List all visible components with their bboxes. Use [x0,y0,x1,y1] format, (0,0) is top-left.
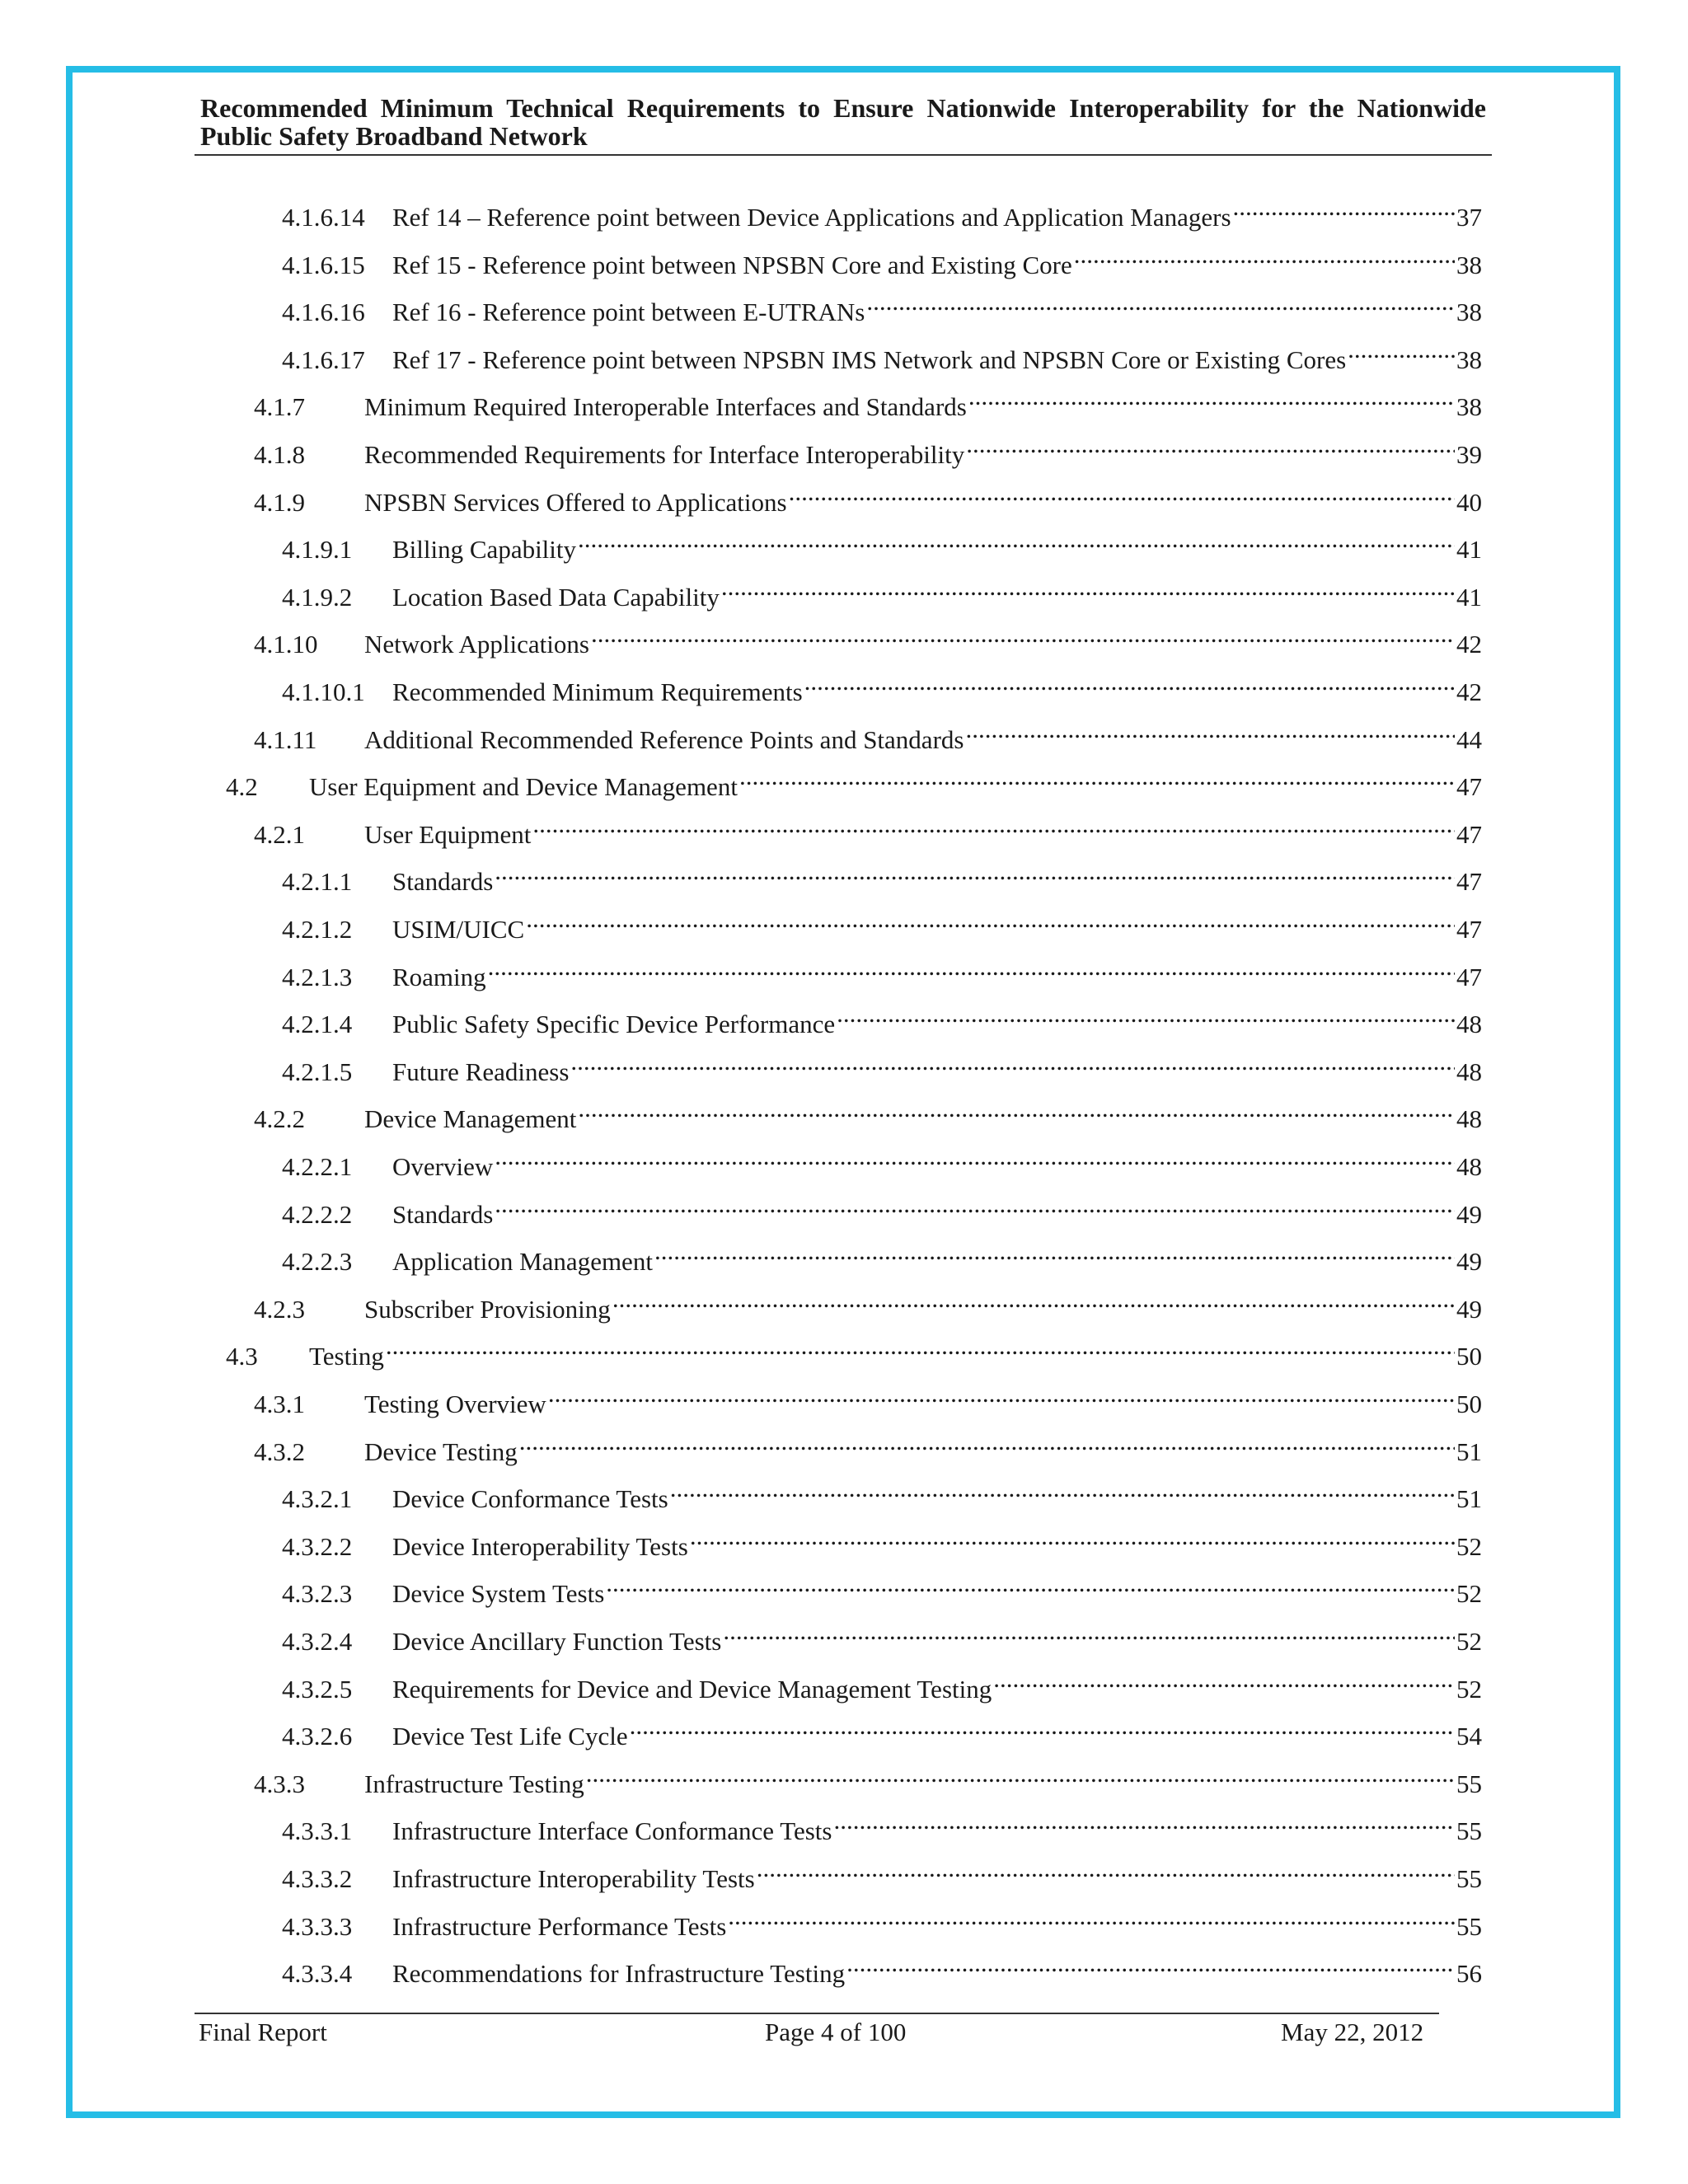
toc-entry[interactable] [282,1522,1482,1561]
toc-entry[interactable] [282,1047,1482,1086]
toc-entry-leader-dots [728,1902,1455,1935]
toc-entry-number: 4.3.2.1 [282,1484,353,1514]
toc-entry-title: Recommended Minimum Requirements [392,677,803,706]
footer-report-label: Final Report [199,2018,327,2046]
toc-entry-number: 4.3 [226,1342,258,1371]
toc-entry-number: 4.2.1 [254,819,305,849]
toc-entry-page: 48 [1456,1010,1482,1039]
toc-entry[interactable] [282,1569,1482,1609]
toc-entry-leader-dots [548,1380,1455,1413]
toc-entry-page: 51 [1456,1484,1482,1514]
toc-entry[interactable] [254,1760,1482,1798]
toc-entry-leader-dots [968,382,1455,415]
toc-entry-number: 4.2.2 [254,1104,305,1134]
toc-entry[interactable] [282,1807,1482,1846]
toc-entry-number: 4.3.2.3 [282,1579,353,1609]
toc-entry-leader-dots [586,1760,1455,1793]
toc-entry[interactable] [282,1474,1482,1514]
toc-entry-number: 4.3.2.2 [282,1531,353,1561]
toc-entry-title: Device Interoperability Tests [392,1531,688,1561]
toc-entry-leader-dots [804,668,1455,701]
toc-entry-leader-dots [690,1522,1455,1555]
toc-entry-leader-dots [866,288,1455,321]
toc-entry-number: 4.2.1.5 [282,1057,353,1086]
toc-entry-page: 38 [1456,344,1482,374]
toc-entry[interactable] [282,1902,1482,1941]
toc-entry-title: Subscriber Provisioning [364,1294,611,1324]
toc-entry[interactable] [282,525,1482,565]
toc-entry-number: 4.3.1 [254,1390,305,1418]
toc-entry[interactable] [282,241,1482,279]
toc-entry[interactable] [226,762,1482,802]
toc-entry-title: Future Readiness [392,1057,570,1086]
toc-entry-title: User Equipment and Device Management [309,772,738,802]
toc-entry-page: 55 [1456,1864,1482,1893]
toc-entry[interactable] [282,1142,1482,1181]
toc-entry-page: 48 [1456,1057,1482,1086]
toc-entry-page: 52 [1456,1531,1482,1561]
toc-entry-number: 4.3.2.5 [282,1674,353,1704]
toc-entry-page: 51 [1456,1436,1482,1466]
toc-entry-title: Recommended Requirements for Interface Interoperability [364,440,965,469]
toc-entry-number: 4.2 [226,772,258,802]
toc-entry-leader-dots [495,857,1455,890]
toc-entry-page: 41 [1456,535,1482,565]
toc-entry-number: 4.1.7 [254,392,305,422]
toc-entry-title: Testing Overview [364,1390,546,1418]
toc-entry-number: 4.3.2.6 [282,1722,353,1751]
toc-entry-number: 4.1.9 [254,487,305,517]
toc-entry-page: 47 [1456,819,1482,849]
toc-entry-title: Public Safety Specific Device Performance [392,1010,836,1039]
toc-entry-title: User Equipment [364,819,532,849]
toc-entry[interactable] [282,573,1482,612]
toc-entry-leader-dots [846,1949,1455,1982]
toc-entry-title: Billing Capability [392,535,577,565]
toc-entry-leader-dots [1348,335,1455,368]
toc-entry-page: 38 [1456,250,1482,279]
toc-entry-page: 49 [1456,1247,1482,1277]
toc-entry-title: Requirements for Device and Device Management Testing [392,1674,992,1704]
toc-entry-page: 48 [1456,1104,1482,1134]
toc-entry-leader-dots [965,715,1455,748]
toc-entry-number: 4.2.3 [254,1294,305,1324]
toc-entry[interactable] [254,620,1482,659]
toc-entry-page: 40 [1456,487,1482,517]
toc-entry-number: 4.1.6.16 [282,298,365,327]
toc-entry[interactable] [282,668,1482,706]
toc-entry[interactable] [282,1190,1482,1229]
toc-entry[interactable] [282,1665,1482,1704]
toc-entry-number: 4.2.2.2 [282,1199,353,1229]
toc-entry-page: 42 [1456,677,1482,706]
toc-entry-page: 47 [1456,962,1482,991]
toc-entry-title: Roaming [392,962,486,991]
toc-entry-page: 47 [1456,867,1482,897]
toc-entry-leader-dots [1074,241,1455,274]
toc-entry-number: 4.2.1.4 [282,1010,353,1039]
toc-entry-title: Device Management [364,1104,577,1134]
toc-entry-page: 47 [1456,915,1482,944]
toc-entry-leader-dots [519,1427,1455,1460]
toc-entry[interactable] [282,335,1482,374]
toc-entry[interactable] [282,193,1482,232]
toc-entry-title: Standards [392,867,494,897]
toc-entry-title: Infrastructure Interface Conformance Tests [392,1816,832,1846]
toc-entry-number: 4.1.8 [254,440,305,469]
toc-entry-number: 4.1.10.1 [282,677,365,706]
toc-entry-number: 4.1.11 [254,724,317,754]
toc-entry-leader-dots [578,1094,1455,1127]
toc-entry[interactable] [282,1000,1482,1039]
toc-entry-leader-dots [837,1000,1455,1033]
toc-entry-leader-dots [966,430,1455,463]
toc-entry-page: 38 [1456,392,1482,422]
toc-entry-title: Ref 14 – Reference point between Device Applications and Application Managers [392,203,1231,232]
toc-entry[interactable] [254,1285,1482,1324]
toc-entry-leader-dots [495,1142,1455,1175]
toc-entry-title: Infrastructure Testing [364,1769,584,1798]
toc-entry-title: Testing [309,1342,384,1371]
toc-entry[interactable] [254,1427,1482,1466]
toc-entry-page: 49 [1456,1294,1482,1324]
footer-date: May 22, 2012 [1281,2018,1424,2046]
toc-entry-number: 4.2.2.1 [282,1152,353,1181]
toc-entry-title: NPSBN Services Offered to Applications [364,487,787,517]
document-header-title: Recommended Minimum Technical Requirements to Ensure Nationwide Interoperability for the Nationwide Public Safety Broadband Network [200,93,1486,151]
toc-entry-leader-dots [612,1285,1455,1318]
toc-entry-number: 4.1.6.17 [282,344,365,374]
toc-entry[interactable] [282,288,1482,327]
toc-entry-leader-dots [757,1854,1455,1887]
toc-entry-number: 4.1.9.1 [282,535,353,565]
toc-entry-leader-dots [578,525,1455,558]
toc-entry-leader-dots [739,762,1455,795]
footer-page-number: Page 4 of 100 [765,2018,907,2046]
toc-entry-title: Location Based Data Capability [392,582,720,612]
toc-entry[interactable] [254,430,1482,469]
toc-entry[interactable] [254,810,1482,849]
toc-entry-page: 38 [1456,298,1482,327]
toc-entry[interactable] [282,857,1482,897]
toc-entry[interactable] [282,905,1482,944]
toc-entry-page: 52 [1456,1579,1482,1609]
toc-entry-title: Additional Recommended Reference Points and Standards [364,724,964,754]
toc-entry-number: 4.1.6.15 [282,250,365,279]
toc-entry-title: Infrastructure Interoperability Tests [392,1864,755,1893]
toc-entry-page: 37 [1456,203,1482,232]
toc-entry-leader-dots [833,1807,1455,1840]
toc-entry[interactable] [282,1854,1482,1893]
toc-entry-page: 39 [1456,440,1482,469]
toc-entry-title: Device Testing [364,1436,518,1466]
toc-entry-title: USIM/UICC [392,915,525,944]
toc-entry-page: 50 [1456,1342,1482,1371]
toc-entry-leader-dots [570,1047,1455,1080]
toc-entry-number: 4.1.6.14 [282,203,365,232]
toc-entry-page: 49 [1456,1199,1482,1229]
toc-entry[interactable] [254,478,1482,517]
toc-entry-page: 41 [1456,582,1482,612]
toc-entry-title: Network Applications [364,630,589,659]
toc-entry-number: 4.3.3.3 [282,1911,353,1941]
toc-entry-number: 4.1.9.2 [282,582,353,612]
toc-entry[interactable] [282,1949,1482,1989]
toc-entry-title: Device Conformance Tests [392,1484,668,1514]
toc-entry-number: 4.2.1.2 [282,915,353,944]
toc-entry-leader-dots [723,1617,1455,1650]
toc-entry-number: 4.2.1.3 [282,962,353,991]
toc-entry[interactable] [226,1332,1482,1371]
toc-entry-number: 4.3.2 [254,1436,305,1466]
toc-entry[interactable] [282,1237,1482,1277]
toc-entry-page: 56 [1456,1959,1482,1989]
toc-entry-page: 42 [1456,630,1482,659]
toc-entry-number: 4.3.2.4 [282,1627,353,1656]
toc-entry-title: Ref 17 - Reference point between NPSBN IMS Network and NPSBN Core or Existing Cores [392,344,1347,374]
toc-entry-leader-dots [606,1569,1455,1602]
toc-entry-page: 52 [1456,1674,1482,1704]
toc-entry-leader-dots [670,1474,1455,1507]
toc-entry-title: Standards [392,1199,494,1229]
toc-entry-leader-dots [654,1237,1455,1270]
toc-entry-leader-dots [526,905,1455,938]
toc-entry-title: Ref 16 - Reference point between E-UTRANs [392,298,865,327]
toc-entry-title: Ref 15 - Reference point between NPSBN Core and Existing Core [392,250,1072,279]
footer-divider [195,2013,1439,2014]
toc-entry[interactable] [254,382,1482,422]
header-divider [195,154,1492,156]
toc-entry-number: 4.2.1.1 [282,867,353,897]
toc-entry-page: 55 [1456,1769,1482,1798]
toc-entry-number: 4.2.2.3 [282,1247,353,1277]
toc-entry-page: 55 [1456,1911,1482,1941]
toc-entry-number: 4.3.3.2 [282,1864,353,1893]
toc-entry[interactable] [254,715,1482,754]
toc-entry-leader-dots [721,573,1455,606]
toc-entry[interactable] [282,1617,1482,1656]
toc-entry-page: 48 [1456,1152,1482,1181]
toc-entry-number: 4.3.3.4 [282,1959,353,1989]
toc-entry-leader-dots [532,810,1455,843]
toc-entry-leader-dots [386,1332,1455,1365]
toc-entry-title: Application Management [392,1247,653,1277]
toc-entry-page: 47 [1456,772,1482,802]
toc-entry-leader-dots [488,953,1455,986]
toc-entry-number: 4.3.3.1 [282,1816,353,1846]
toc-entry-page: 52 [1456,1627,1482,1656]
toc-entry[interactable] [282,953,1482,991]
toc-entry[interactable] [254,1094,1482,1134]
toc-entry-page: 44 [1456,724,1482,754]
toc-entry-title: Device Ancillary Function Tests [392,1627,722,1656]
toc-entry[interactable] [282,1712,1482,1751]
toc-entry-page: 50 [1456,1390,1482,1418]
toc-entry-page: 55 [1456,1816,1482,1846]
toc-entry-title: Infrastructure Performance Tests [392,1911,727,1941]
toc-entry[interactable] [254,1380,1482,1418]
toc-entry-leader-dots [1233,193,1455,226]
toc-entry-leader-dots [789,478,1455,511]
toc-entry-leader-dots [993,1665,1455,1698]
toc-entry-title: Device System Tests [392,1579,605,1609]
toc-entry-number: 4.3.3 [254,1769,305,1798]
toc-entry-title: Device Test Life Cycle [392,1722,628,1751]
toc-entry-number: 4.1.10 [254,630,318,659]
toc-entry-leader-dots [495,1190,1455,1223]
toc-entry-title: Recommendations for Infrastructure Testing [392,1959,846,1989]
toc-entry-leader-dots [591,620,1455,653]
toc-entry-title: Minimum Required Interoperable Interfaces and Standards [364,392,967,422]
toc-entry-leader-dots [630,1712,1455,1745]
toc-entry-page: 54 [1456,1722,1482,1751]
toc-entry-title: Overview [392,1152,494,1181]
